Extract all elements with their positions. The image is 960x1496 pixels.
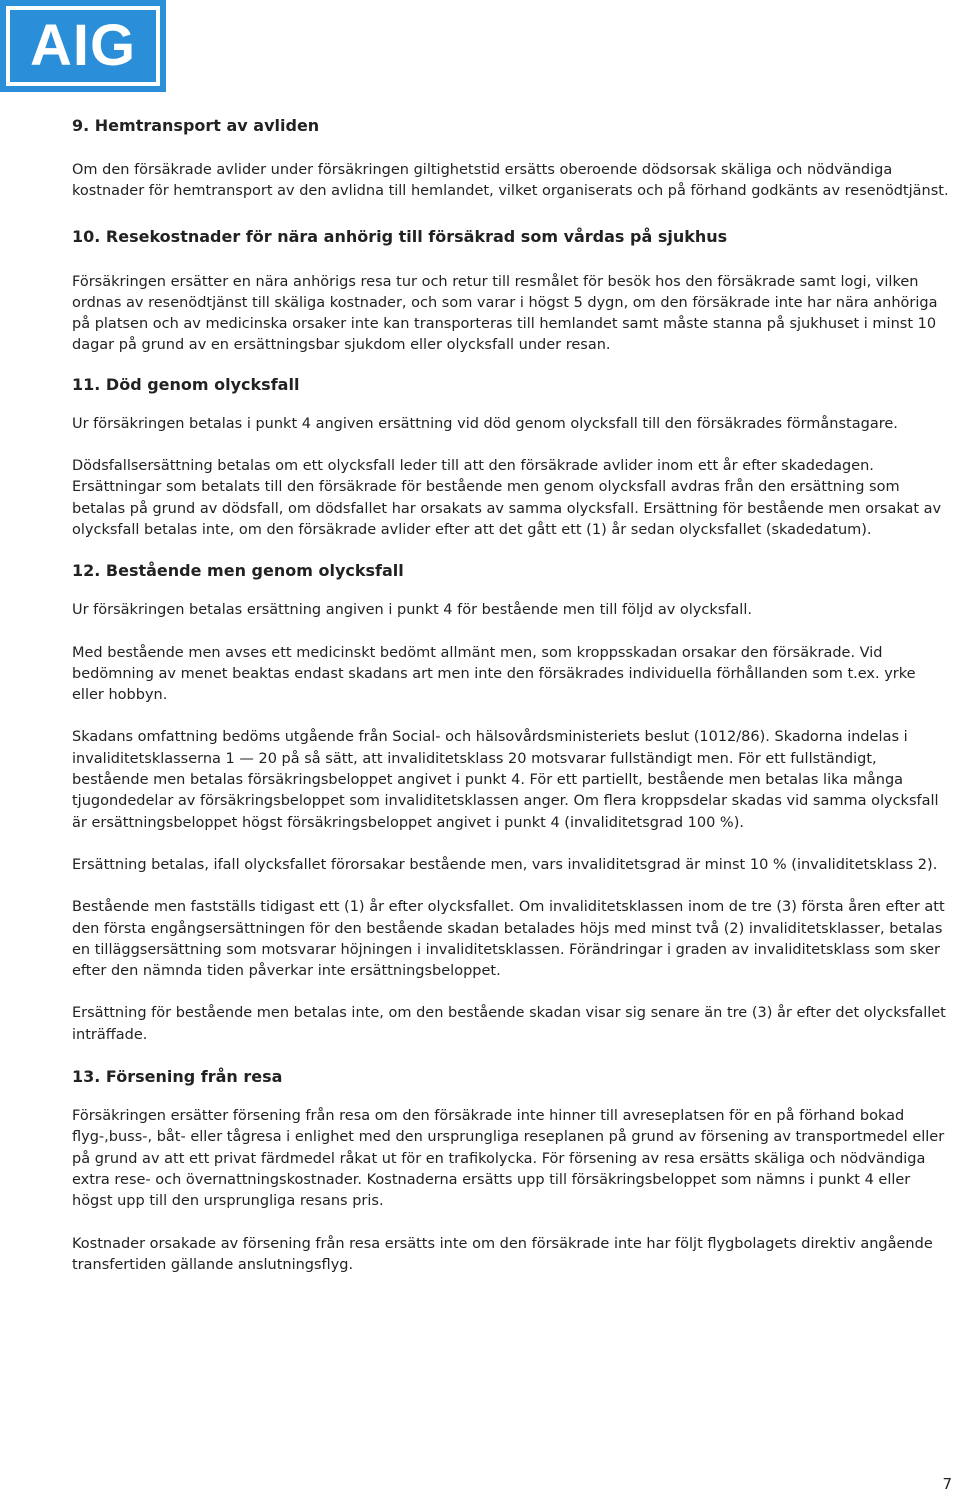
aig-logo-frame [6, 6, 160, 86]
section-12-paragraph: Ersättning för bestående men betalas inte, om den bestående skadan visar sig senare än tre (3) år efter det olycksfallet inträffade. [72, 1005, 946, 1043]
section-13-heading: 13. Försening från resa [72, 1067, 283, 1087]
document-body [72, 110, 952, 1276]
section-13-paragraph: Försäkringen ersätter försening från resa om den försäkrade inte hinner till avreseplatsen för en på förhand bokad flyg-,buss-, båt- eller tågresa i enlighet med den ursprungliga reseplanen på grund av försening av transportmedel eller på grund av att ett privat färdmedel råkat ut för en trafikolycka. För försening av resa ersätts skäliga och nödvändiga extra rese- och övernattningskostnader. Kostnaderna ersätts upp till försäkringsbeloppet som nämns i punkt 4 eller högst upp till den ursprungliga resans pris. [72, 1108, 945, 1210]
section-12-paragraph: Ersättning betalas, ifall olycksfallet förorsakar bestående men, vars invaliditetsgrad är minst 10 % (invaliditetsklass 2). [72, 856, 938, 873]
section-9-heading: 9. Hemtransport av avliden [72, 116, 320, 135]
page-number: 7 [942, 1475, 952, 1493]
aig-logo [0, 0, 166, 92]
section-12-paragraph: Skadans omfattning bedöms utgående från Social- och hälsovårdsministeriets beslut (1012/86). Skadorna indelas i invaliditetsklasserna 1 — 20 på så sätt, att invaliditetsklass 20 motsvarar fullständigt men. För ett fullständigt, bestående men betalas försäkringsbeloppet angivet i punkt 4. För ett partiellt, bestående men betalas lika många tjugondedelar av försäkringsbeloppet som invaliditetsklassen anger. Om flera kroppsdelar skadas vid samma olycksfall är ersättningsbeloppet högst försäkringsbeloppet angivet i punkt 4 (invaliditetsgrad 100 %). [72, 729, 939, 831]
section-12-paragraph: Bestående men fastställs tidigast ett (1) år efter olycksfallet. Om invaliditetsklassen inom de tre (3) första åren efter att den första engångsersättningen för den bestående skadan betalades höjs med minst två (2) invaliditetsklasser, betalas en tilläggsersättning som motsvarar höjningen i invaliditetsklassen. Förändringar i graden av invaliditetsklass som sker efter den nämnda tiden påverkar inte ersättningsbeloppet. [72, 899, 945, 980]
section-10-paragraph: Försäkringen ersätter en nära anhörigs resa tur och retur till resmålet för besök hos den försäkrade samt logi, vilken ordnas av resenödtjänst till skäliga kostnader, och som varar i högst 5 dygn, om den försäkrade inte har nära anhöriga på platsen och av medicinska orsaker inte kan transporteras till hemlandet samt måste stanna på sjukhuset i minst 10 dagar på grund av en ersättningsbar sjukdom eller olycksfall under resan. [72, 273, 938, 354]
section-12-paragraph: Med bestående men avses ett medicinskt bedömt allmänt men, som kroppsskadan orsakar den försäkrade. Vid bedömning av menet beaktas endast skadans art men inte den försäkrades individuella förhållanden som t.ex. yrke eller hobbyn. [72, 644, 916, 704]
section-12-paragraph: Ur försäkringen betalas ersättning angiven i punkt 4 för bestående men till följd av olycksfall. [72, 602, 752, 619]
section-11-paragraph: Dödsfallsersättning betalas om ett olycksfall leder till att den försäkrade avlider inom ett år efter skadedagen. Ersättningar som betalats till den försäkrade för bestående men genom olycksfall avdras från den ersättning som betalas på grund av dödsfall, om dödsfallet har orsakats av samma olycksfall. Ersättning för bestående men orsakat av olycksfall betalas inte, om den försäkrade avlider efter att det gått ett (1) år sedan olycksfallet (skadedatum). [72, 458, 942, 538]
aig-logo-text: AIG [29, 13, 137, 78]
section-11-paragraph: Ur försäkringen betalas i punkt 4 angiven ersättning vid död genom olycksfall till den försäkrades förmånstagare. [72, 415, 898, 432]
section-10-heading: 10. Resekostnader för nära anhörig till försäkrad som vårdas på sjukhus [72, 226, 728, 246]
section-12-heading: 12. Bestående men genom olycksfall [72, 561, 404, 581]
section-11-heading: 11. Död genom olycksfall [72, 374, 300, 394]
section-13-paragraph: Kostnader orsakade av försening från resa ersätts inte om den försäkrade inte har följt flygbolagets direktiv angående transfertiden gällande anslutningsflyg. [72, 1235, 933, 1273]
section-9-paragraph: Om den försäkrade avlider under försäkringen giltighetstid ersätts oberoende dödsorsak skäliga och nödvändiga kostnader för hemtransport av den avlidna till hemlandet, vilket organiserats och på förhand godkänts av resenödtjänst. [72, 162, 949, 200]
